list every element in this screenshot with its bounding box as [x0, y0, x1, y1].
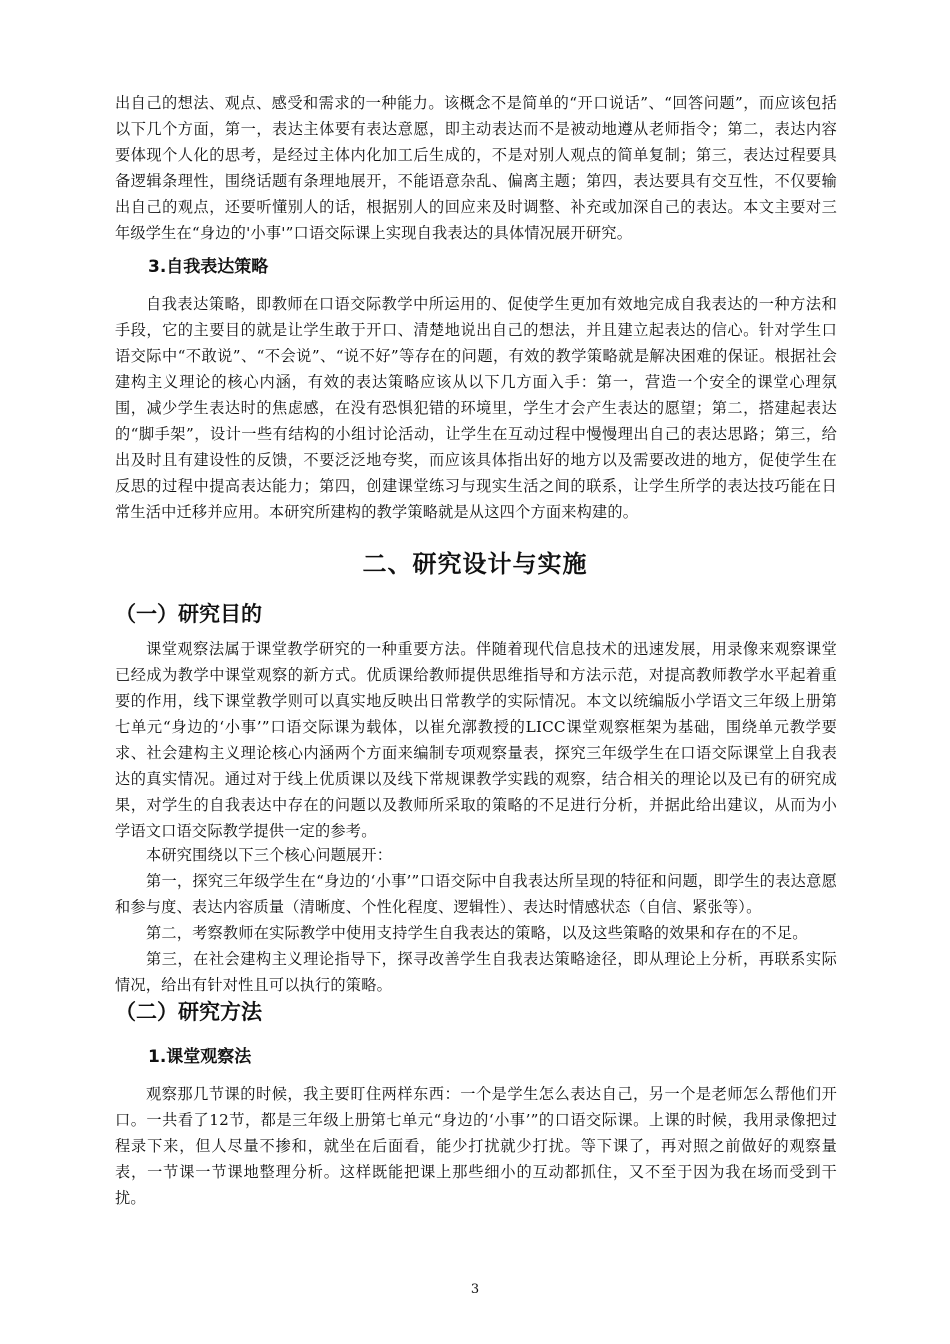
paragraph-self-expression-strategy: 自我表达策略，即教师在口语交际教学中所运用的、促使学生更加有效地完成自我表达的一种方法和手段，它的主要目的就是让学生敢于开口、清楚地说出自己的想法，并且建立起表达的信心。针对学生口语交际中“不敢说”、“不会说”、“说不好”等存在的问题，有效的教学策略就是解决困难的保证。根据社会建构主义理论的核心内涵，有效的表达策略应该从以下几方面入手：第一，营造一个安全的课堂心理氛围，减少学生表达时的焦虑感，在没有恐惧犯错的环境里，学生才会产生表达的愿望；第二，搭建起表达的“脚手架”，设计一些有结构的小组讨论活动，让学生在互动过程中慢慢理出自己的表达思路；第三，给出及时且有建设性的反馈，不要泛泛地夸奖，而应该具体指出好的地方以及需要改进的地方，促使学生在反思的过程中提高表达能力；第四，创建课堂练习与现实生活之间的联系，让学生所学的表达技巧能在日常生活中迁移并应用。本研究所建构的教学策略就是从这四个方面来构建的。 — [115, 295, 837, 521]
paragraph-core-questions-intro: 本研究围绕以下三个核心问题展开： — [146, 846, 393, 864]
paragraph-question-two: 第二，考察教师在实际教学中使用支持学生自我表达的策略，以及这些策略的效果和存在的不足。 — [146, 924, 808, 942]
heading-research-method: （二）研究方法 — [115, 1000, 262, 1024]
paragraph-question-one: 第一，探究三年级学生在“身边的‘小事’”口语交际中自我表达所呈现的特征和问题，即学生的表达意愿和参与度、表达内容质量（清晰度、个性化程度、逻辑性）、表达时情感状态（自信、紧张等）。 — [115, 872, 837, 916]
paragraph-research-purpose: 课堂观察法属于课堂教学研究的一种重要方法。伴随着现代信息技术的迅速发展，用录像来观察课堂已经成为教学中课堂观察的新方式。优质课给教师提供思维指导和方法示范，对提高教师教学水平起着重要的作用，线下课堂教学则可以真实地反映出日常教学的实际情况。本文以统编版小学语文三年级上册第七单元“身边的‘小事’”口语交际课为载体，以崔允漷教授的LICC课堂观察框架为基础，围绕单元教学要求、社会建构主义理论核心内涵两个方面来编制专项观察量表，探究三年级学生在口语交际课堂上自我表达的真实情况。通过对于线上优质课以及线下常规课教学实践的观察，结合相关的理论以及已有的研究成果，对学生的自我表达中存在的问题以及教师所采取的策略的不足进行分析，并据此给出建议，从而为小学语文口语交际教学提供一定的参考。 — [115, 640, 837, 840]
page-number: 3 — [470, 1282, 480, 1297]
paragraph-question-three: 第三，在社会建构主义理论指导下，探寻改善学生自我表达策略途径，即从理论上分析，再联系实际情况，给出有针对性且可以执行的策略。 — [115, 950, 837, 994]
paragraph-self-expression-definition: 出自己的想法、观点、感受和需求的一种能力。该概念不是简单的“开口说话”、“回答问题”，而应该包括以下几个方面，第一，表达主体要有表达意愿，即主动表达而不是被动地遵从老师指令；第二，表达内容要体现个人化的思考，是经过主体内化加工后生成的，不是对别人观点的简单复制；第三，表达过程要具备逻辑条理性，围绕话题有条理地展开，不能语意杂乱、偏离主题；第四，表达要具有交互性，不仅要输出自己的观点，还要听懂别人的话，根据别人的回应来及时调整、补充或加深自己的表达。本文主要对三年级学生在“身边的'小事'”口语交际课上实现自我表达的具体情况展开研究。 — [115, 94, 837, 242]
chapter-title-research-design: 二、研究设计与实施 — [362, 550, 588, 578]
heading-research-purpose: （一）研究目的 — [115, 602, 262, 626]
heading-self-expression-strategy: 3.自我表达策略 — [148, 257, 269, 277]
heading-classroom-observation: 1.课堂观察法 — [148, 1047, 252, 1067]
paragraph-classroom-observation: 观察那几节课的时候，我主要盯住两样东西：一个是学生怎么表达自己，另一个是老师怎么帮他们开口。一共看了12节，都是三年级上册第七单元“身边的‘小事’”的口语交际课。上课的时候，我用录像把过程录下来，但人尽量不掺和，就坐在后面看，能少打扰就少打扰。等下课了，再对照之前做好的观察量表，一节课一节课地整理分析。这样既能把课上那些细小的互动都抓住，又不至于因为我在场而受到干扰。 — [115, 1085, 837, 1207]
